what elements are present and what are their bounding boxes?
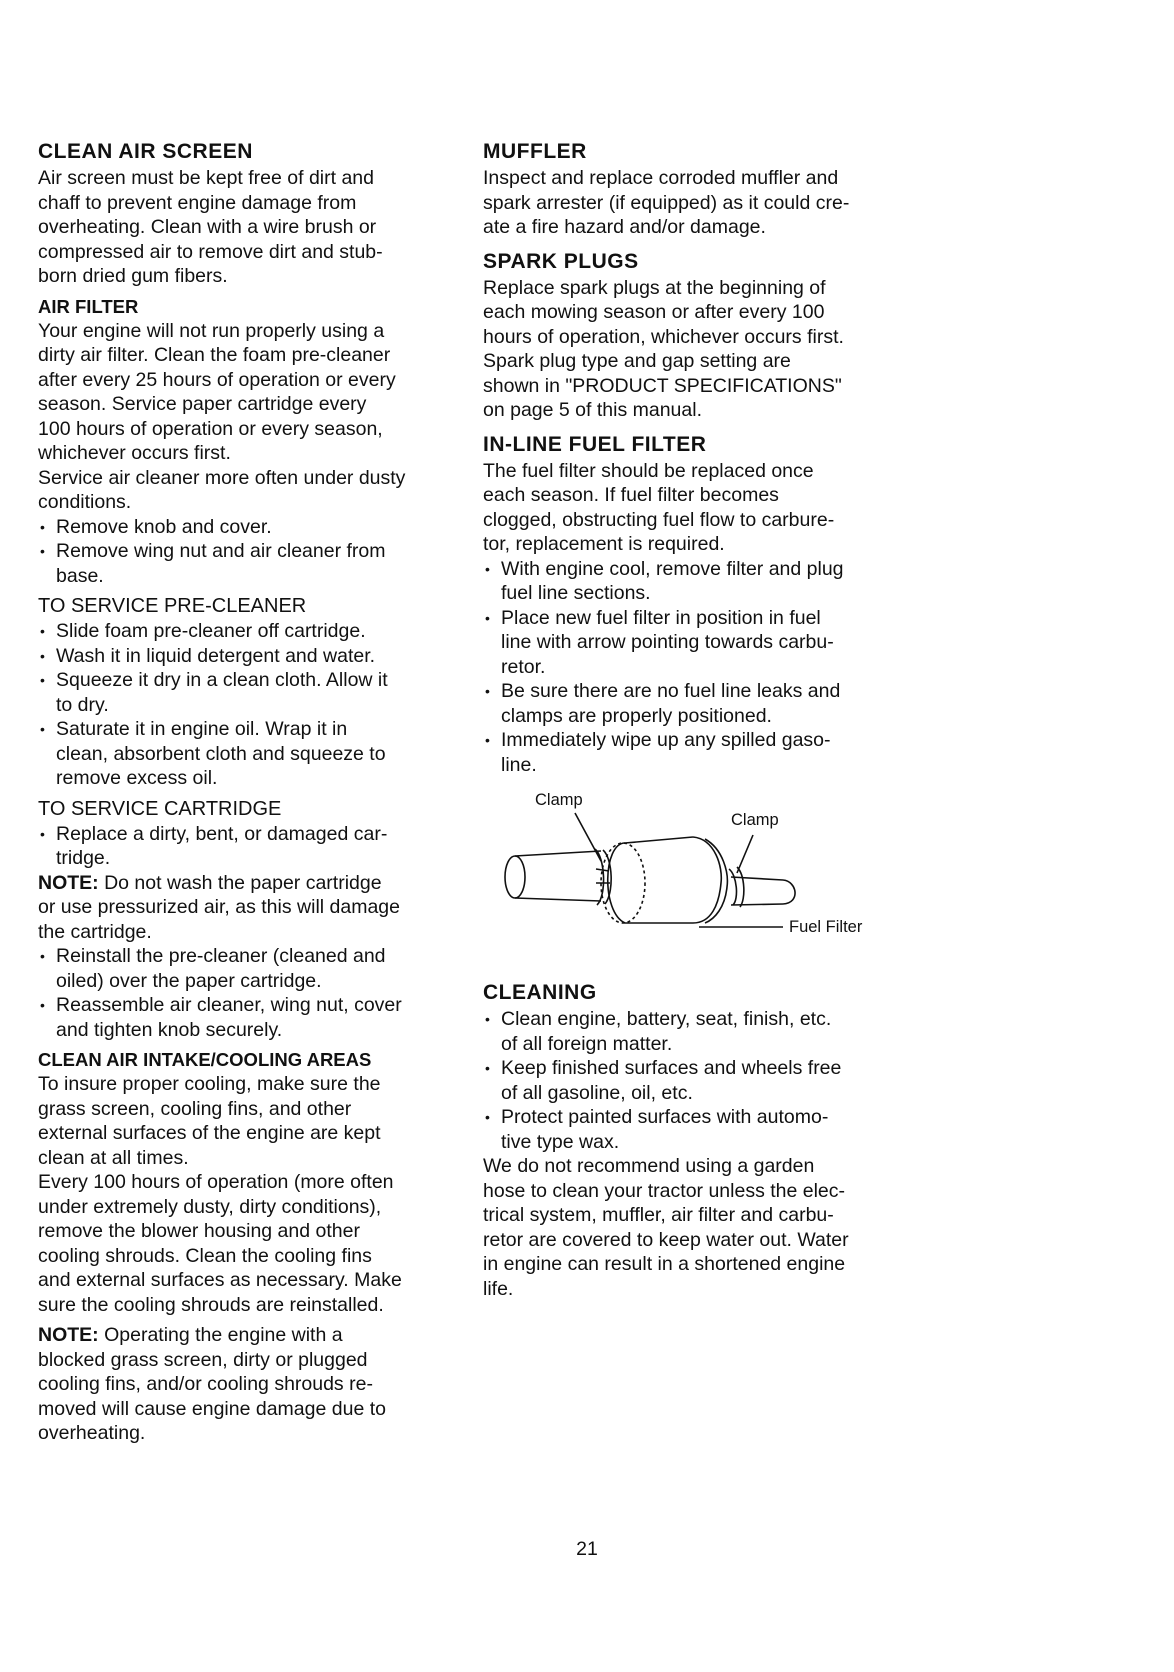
note-label: NOTE:: [38, 1324, 99, 1346]
text-line: each season. If fuel filter becomes: [483, 484, 779, 506]
clamp-right: [729, 869, 736, 905]
text-line: sure the cooling shrouds are reinstalled.: [38, 1293, 384, 1316]
bullet-line: line with arrow pointing towards carbu-: [501, 631, 834, 653]
bullet-item: [483, 557, 903, 606]
bullet-line: Clean engine, battery, seat, finish, etc.: [501, 1008, 832, 1030]
bullet-line: oiled) over the paper cartridge.: [56, 969, 322, 992]
bullet-item: [483, 606, 903, 680]
text-line: Air screen must be kept free of dirt and: [38, 167, 374, 189]
text-line: each mowing season or after every 100: [483, 301, 825, 323]
text-line: on page 5 of this manual.: [483, 399, 702, 421]
text-line: Replace spark plugs at the beginning of: [483, 276, 826, 299]
bullet-item: [38, 993, 458, 1042]
text-line: spark arrester (if equipped) as it could cre-: [483, 191, 850, 214]
intake-body: [38, 1072, 458, 1317]
bullet-line: Saturate it in engine oil. Wrap it in: [56, 718, 348, 740]
text-line: retor are covered to keep water out. Water: [483, 1228, 849, 1251]
text-line: The fuel filter should be replaced once: [483, 459, 814, 482]
text-line: cooling fins, and/or cooling shrouds re-: [38, 1373, 373, 1395]
fuel-filter-illustration: [483, 787, 903, 977]
bullet-item: [483, 1056, 903, 1105]
text-line: To insure proper cooling, make sure the: [38, 1073, 381, 1095]
clamp-right-leader: [737, 835, 753, 873]
text-line: Service air cleaner more often under dusty: [38, 466, 406, 489]
text-line: in engine can result in a shortened engine: [483, 1253, 846, 1275]
cleaning-heading: CLEANING: [483, 981, 597, 1004]
pre-cleaner-steps: [38, 619, 458, 791]
text-line: dirty air filter. Clean the foam pre-cleaner: [38, 344, 391, 366]
clamp-right-label: Clamp: [731, 811, 779, 829]
bullet-line: clean, absorbent cloth and squeeze to: [56, 742, 386, 765]
fuel-filter-label: Fuel Filter: [789, 918, 863, 936]
bullet-line: Remove wing nut and air cleaner from: [56, 540, 386, 562]
text-line: clogged, obstructing fuel flow to carbure-: [483, 508, 835, 531]
bullet-line: Place new fuel filter in position in fuel: [501, 606, 821, 629]
text-line: Operating the engine with a: [98, 1324, 343, 1346]
clean-air-screen-body: [38, 166, 458, 289]
text-line: Inspect and replace corroded muffler and: [483, 167, 839, 189]
text-line: whichever occurs first.: [38, 442, 231, 464]
bullet-line: to dry.: [56, 693, 109, 716]
text-line: ate a fire hazard and/or damage.: [483, 216, 766, 238]
cartridge-steps-1: [38, 822, 458, 871]
text-line: moved will cause engine damage due to: [38, 1397, 386, 1420]
text-line: under extremely dusty, dirty conditions),: [38, 1195, 382, 1218]
clamp-left-leader: [575, 813, 601, 861]
text-line: hose to clean your tractor unless the elec-: [483, 1179, 846, 1202]
bullet-item: [38, 515, 458, 540]
fuel-filter-diagram: [483, 787, 903, 977]
cartridge-steps-2: [38, 944, 458, 1042]
text-line: or use pressurized air, as this will damage: [38, 896, 400, 918]
bullet-line: clamps are properly positioned.: [501, 704, 772, 727]
text-line: We do not recommend using a garden: [483, 1155, 815, 1177]
clamp-left-label: Clamp: [535, 791, 583, 809]
text-line: season. Service paper cartridge every: [38, 393, 367, 415]
bullet-line: Be sure there are no fuel line leaks and: [501, 680, 841, 702]
text-line: conditions.: [38, 491, 132, 513]
bullet-line: retor.: [501, 655, 546, 678]
pre-cleaner-heading: TO SERVICE PRE-CLEANER: [38, 595, 307, 617]
fuel-line-right: [731, 877, 783, 905]
bullet-item: [38, 539, 458, 588]
bullet-line: Wash it in liquid detergent and water.: [56, 644, 376, 667]
text-line: cooling shrouds. Clean the cooling fins: [38, 1244, 372, 1267]
bullet-item: [38, 644, 458, 669]
text-line: Spark plug type and gap setting are: [483, 350, 791, 372]
bullet-item: [38, 944, 458, 993]
fuel-line-left: [515, 851, 601, 901]
fuel-filter-steps: [483, 557, 903, 778]
cartridge-heading: TO SERVICE CARTRIDGE: [38, 797, 282, 820]
note-label: NOTE:: [38, 871, 99, 894]
text-line: blocked grass screen, dirty or plugged: [38, 1348, 368, 1371]
bullet-item: [38, 619, 458, 644]
bullet-item: [38, 668, 458, 717]
bullet-line: Reassemble air cleaner, wing nut, cover: [56, 994, 402, 1016]
text-line: tor, replacement is required.: [483, 533, 725, 555]
bullet-line: line.: [501, 753, 537, 776]
bullet-line: Keep finished surfaces and wheels free: [501, 1057, 842, 1079]
text-line: born dried gum fibers.: [38, 265, 228, 287]
cartridge-note: [38, 871, 458, 945]
clean-air-screen-heading: CLEAN AIR SCREEN: [38, 140, 253, 163]
fuel-filter-heading: IN-LINE FUEL FILTER: [483, 432, 707, 456]
bullet-line: and tighten knob securely.: [56, 1018, 283, 1041]
bullet-line: Reinstall the pre-cleaner (cleaned and: [56, 945, 386, 967]
text-line: Every 100 hours of operation (more often: [38, 1171, 394, 1193]
text-line: compressed air to remove dirt and stub-: [38, 240, 383, 263]
right-column: [483, 140, 903, 1301]
text-line: external surfaces of the engine are kept: [38, 1122, 381, 1144]
cleaning-steps: [483, 1007, 903, 1154]
fuel-filter-body: [483, 459, 903, 557]
bullet-item: [38, 822, 458, 871]
bullet-line: Immediately wipe up any spilled gaso-: [501, 729, 831, 751]
bullet-line: of all gasoline, oil, etc.: [501, 1081, 693, 1104]
muffler-heading: MUFFLER: [483, 140, 587, 163]
bullet-line: Replace a dirty, bent, or damaged car-: [56, 822, 388, 845]
intake-note: [38, 1323, 458, 1446]
intake-heading: CLEAN AIR INTAKE/COOLING AREAS: [38, 1049, 372, 1070]
bullet-line: Protect painted surfaces with automo-: [501, 1106, 829, 1128]
text-line: life.: [483, 1277, 514, 1300]
bullet-line: of all foreign matter.: [501, 1032, 673, 1055]
muffler-body: [483, 166, 903, 240]
text-line: after every 25 hours of operation or every: [38, 368, 396, 391]
text-line: and external surfaces as necessary. Make: [38, 1269, 402, 1291]
air-filter-heading: AIR FILTER: [38, 295, 139, 317]
text-line: hours of operation, whichever occurs first.: [483, 325, 844, 348]
bullet-line: Remove knob and cover.: [56, 515, 272, 538]
air-filter-steps: [38, 515, 458, 589]
text-line: the cartridge.: [38, 920, 152, 943]
text-line: clean at all times.: [38, 1146, 189, 1169]
text-line: Your engine will not run properly using a: [38, 319, 385, 342]
bullet-line: base.: [56, 564, 104, 587]
air-filter-body: [38, 319, 458, 515]
cleaning-body: [483, 1154, 903, 1301]
text-line: Do not wash the paper cartridge: [98, 871, 382, 894]
fuel-line-end-left: [505, 856, 525, 898]
left-column: [38, 140, 458, 1446]
filter-body: [608, 843, 693, 923]
bullet-line: remove excess oil.: [56, 767, 218, 789]
bullet-line: fuel line sections.: [501, 582, 651, 604]
text-line: overheating.: [38, 1422, 146, 1444]
bullet-item: [483, 1007, 903, 1056]
text-line: trical system, muffler, air filter and carbu-: [483, 1204, 834, 1226]
spark-plugs-body: [483, 276, 903, 423]
spark-plugs-heading: SPARK PLUGS: [483, 249, 639, 273]
bullet-item: [483, 1105, 903, 1154]
bullet-item: [483, 728, 903, 777]
text-line: grass screen, cooling fins, and other: [38, 1097, 352, 1120]
bullet-item: [38, 717, 458, 791]
bullet-line: Squeeze it dry in a clean cloth. Allow it: [56, 669, 388, 691]
bullet-line: Slide foam pre-cleaner off cartridge.: [56, 620, 366, 642]
bullet-line: With engine cool, remove filter and plug: [501, 557, 844, 580]
text-line: 100 hours of operation or every season,: [38, 417, 383, 440]
bullet-item: [483, 679, 903, 728]
text-line: shown in "PRODUCT SPECIFICATIONS": [483, 374, 842, 397]
text-line: overheating. Clean with a wire brush or: [38, 216, 377, 238]
bullet-line: tive type wax.: [501, 1130, 620, 1153]
text-line: chaff to prevent engine damage from: [38, 191, 357, 214]
text-line: remove the blower housing and other: [38, 1220, 360, 1242]
page-number: 21: [576, 1538, 598, 1560]
bullet-line: tridge.: [56, 847, 111, 869]
